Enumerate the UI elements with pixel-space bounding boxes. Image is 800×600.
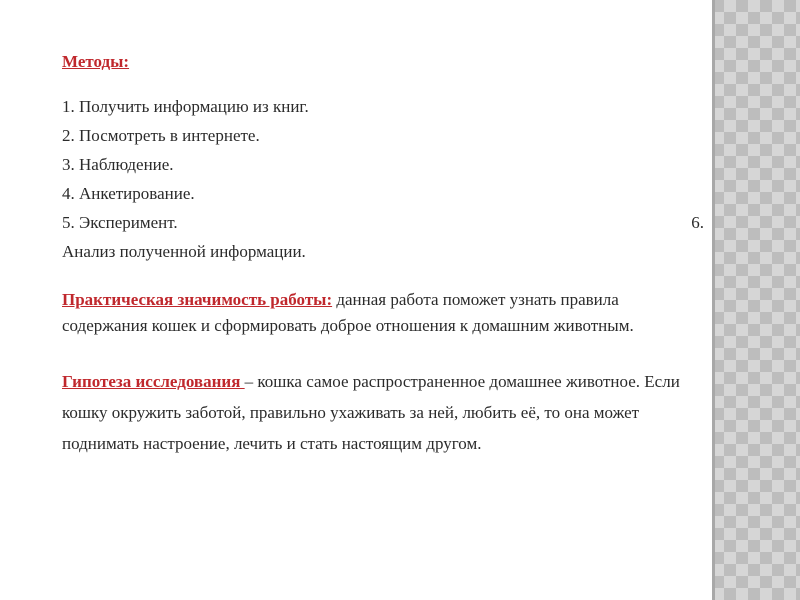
method-item-6-number: 6. bbox=[691, 213, 704, 232]
side-pattern-decoration bbox=[712, 0, 800, 600]
practical-text: данная работа поможет узнать правила содержания кошек и сформировать доброе отношения к домашним животным. bbox=[62, 290, 634, 335]
hypothesis-text: – кошка самое распространенное домашнее животное. Если кошку окружить заботой, правильно ухаживать за ней, любить её, то она может поднимать настроение, лечить и стать настоящим другом. bbox=[62, 372, 680, 453]
method-item-1: 1. Получить информацию из книг. bbox=[62, 97, 309, 116]
method-item-3: 3. Наблюдение. bbox=[62, 155, 174, 174]
practical-significance bbox=[62, 287, 682, 339]
research-hypothesis bbox=[62, 366, 702, 459]
methods-list bbox=[62, 92, 704, 266]
method-item-6-text: Анализ полученной информации. bbox=[62, 242, 306, 261]
method-item-5: 5. Эксперимент. bbox=[62, 213, 178, 232]
method-item-4: 4. Анкетирование. bbox=[62, 184, 195, 203]
method-item-5-row bbox=[62, 208, 704, 237]
method-item-2: 2. Посмотреть в интернете. bbox=[62, 126, 260, 145]
practical-label: Практическая значимость работы: bbox=[62, 290, 333, 309]
methods-heading: Методы: bbox=[62, 52, 130, 71]
hypothesis-label: Гипотеза исследования bbox=[62, 372, 245, 391]
